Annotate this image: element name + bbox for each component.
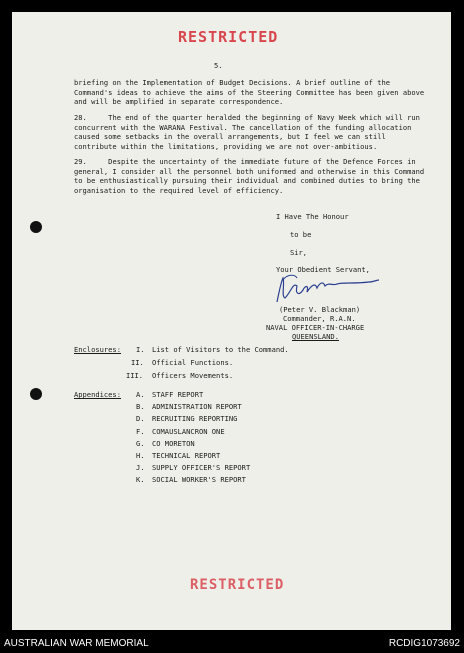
closing-line: Sir, — [290, 248, 308, 257]
appendix-text: RECRUITING REPORTING — [152, 414, 238, 424]
appendix-text: COMAUSLANCRON ONE — [152, 426, 225, 436]
archive-id: RCDIG1073692 — [388, 638, 460, 649]
enclosure-text: Official Functions. — [152, 358, 234, 367]
restricted-stamp-bottom: RESTRICTED — [190, 577, 285, 593]
restricted-stamp-top: RESTRICTED — [178, 28, 279, 46]
enclosure-num: III. — [126, 371, 144, 380]
paragraph-29 — [74, 157, 430, 195]
enclosure-num: II. — [131, 358, 144, 367]
punch-hole-lower — [30, 388, 42, 400]
closing-line: Your Obedient Servant, — [276, 265, 370, 274]
appendices-label: Appendices: — [74, 390, 121, 399]
enclosure-text: List of Visitors to the Command. — [152, 345, 289, 354]
closing-line: to be — [290, 230, 312, 239]
archive-name: AUSTRALIAN WAR MEMORIAL — [4, 638, 149, 649]
paragraph-continued — [74, 78, 430, 107]
signatory-title: NAVAL OFFICER-IN-CHARGE — [266, 323, 365, 332]
closing-line: I Have The Honour — [276, 212, 349, 221]
appendix-num: K. — [136, 475, 145, 485]
appendix-num: F. — [136, 426, 145, 436]
enclosures-label: Enclosures: — [74, 345, 121, 354]
appendix-num: B. — [136, 402, 145, 412]
appendix-num: A. — [136, 390, 145, 399]
signatory-rank: Commander, R.A.N. — [283, 314, 356, 323]
enclosure-num: I. — [136, 345, 145, 354]
appendix-text: STAFF REPORT — [152, 390, 204, 399]
appendix-num: J. — [136, 463, 145, 473]
appendix-text: TECHNICAL REPORT — [152, 451, 221, 460]
handwritten-signature — [273, 272, 381, 308]
appendix-text: ADMINISTRATION REPORT — [152, 402, 242, 412]
paragraph-text: The end of the quarter heralded the beginning of Navy Week which will run concurrent with the WARANA Festival. The cancellation of the funding allocation caused some setbacks in the overall arrangements, but I feel we can still contribute within the limitations, providing we are not over-ambitious. — [74, 113, 420, 151]
enclosure-text: Officers Movements. — [152, 371, 234, 380]
signatory-name: (Peter V. Blackman) — [279, 305, 361, 314]
punch-hole-upper — [30, 221, 42, 233]
paragraph-number: 28. — [74, 113, 87, 122]
appendix-num: G. — [136, 438, 145, 448]
appendix-text: SOCIAL WORKER'S REPORT — [152, 475, 246, 485]
appendix-text: SUPPLY OFFICER'S REPORT — [152, 463, 251, 473]
paragraph-text: Despite the uncertainty of the immediate future of the Defence Forces in general, I consider all the personnel both uniformed and otherwise in this Command to be enthusiastically pursuing their individual and combined duties to bring the organisation to the required level of efficiency. — [74, 157, 425, 195]
paragraph-28 — [74, 113, 430, 151]
archive-footer — [0, 633, 464, 653]
appendix-text: CO MORETON — [152, 438, 195, 448]
signatory-region: QUEENSLAND. — [292, 332, 339, 341]
appendix-num: H. — [136, 451, 145, 460]
appendix-num: D. — [136, 414, 145, 424]
paragraph-text: briefing on the Implementation of Budget Decisions. A brief outline of the Command's ideas to achieve the aims of the Steering Committee has been given above and will be amplified in separate correspondence. — [74, 78, 425, 106]
page-number: 5. — [214, 61, 223, 70]
paragraph-number: 29. — [74, 157, 87, 166]
